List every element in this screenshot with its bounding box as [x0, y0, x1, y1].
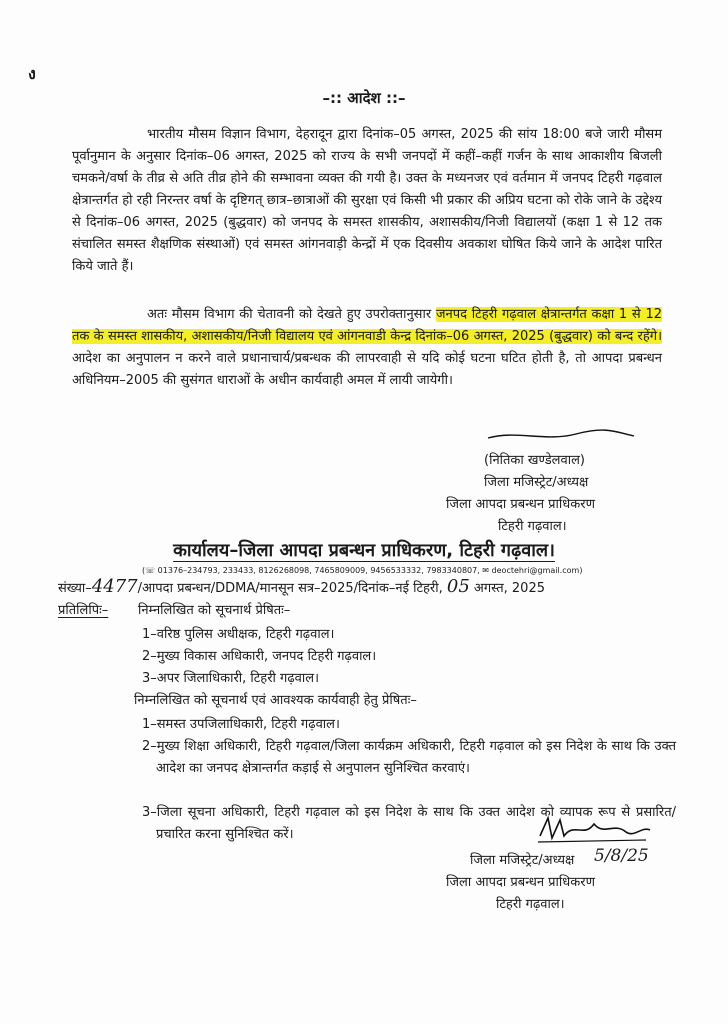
reference-number-handwritten: 4477 — [91, 576, 138, 597]
paragraph-2-intro: अतः मौसम विभाग की चेतावनी को देखते हुए उपरोक्तानुसार — [147, 307, 436, 322]
closing-designation: जिला मजिस्ट्रेट/अध्यक्ष — [470, 853, 575, 868]
info-heading: निम्नलिखित को सूचनार्थ प्रेषितः– — [138, 603, 291, 618]
reference-prefix: संख्या– — [58, 581, 92, 596]
reference-line — [58, 576, 545, 600]
action-item-3: 3–जिला सूचना अधिकारी, टिहरी गढ़वाल को इस निदेश के साथ कि उक्त आदेश को व्यापक रूप से प्रसारित/प्रचारित करना सुनिश्चित करें। — [142, 805, 676, 842]
info-item-3: 3–अपर जिलाधिकारी, टिहरी गढ़वाल। — [142, 671, 320, 686]
order-paragraph-1: भारतीय मौसम विज्ञान विभाग, देहरादून द्वारा दिनांक–05 अगस्त, 2025 की सांय 18:00 बजे जारी मौसम पूर्वानुमान के अनुसार दिनांक–06 अगस्त, 2025 को राज्य के सभी जनपदों में कहीं–कहीं गर्जन के साथ आकाशीय बिजली चमकने/वर्षा के तीव्र से अति तीव्र होने की सम्भावना व्यक्त की गयी है। उक्त के मध्यनजर एवं वर्तमान में जनपद टिहरी गढ़वाल क्षेत्रान्तर्गत हो रही निरन्तर वर्षा के दृष्टिगत् छात्र–छात्राओं की सुरक्षा एवं किसी भी प्रकार की अप्रिय घटना को रोके जाने के उद्देश्य से दिनांक–06 अगस्त, 2025 (बुद्धवार) को जनपद के समस्त शासकीय, अशासकीय/निजी विद्यालयों (कक्षा 1 से 12 तक संचालित समस्त शैक्षणिक संस्थाओं) एवं समस्त आंगनवाड़ी केन्द्रों में एक दिवसीय अवकाश घोषित किये जाने के आदेश पारित किये जाते हैं। — [72, 127, 662, 274]
signatory-name: (नितिका खण्डेलवाल) — [484, 453, 585, 468]
action-item-2: 2–मुख्य शिक्षा अधिकारी, टिहरी गढ़वाल/जिला कार्यक्रम अधिकारी, टिहरी गढ़वाल को इस निदेश के साथ कि उक्त आदेश का जनपद क्षेत्रान्तर्गत कड़ाई से अनुपालन सुनिश्चित करवाएं। — [142, 739, 676, 776]
highlighted-closure-notice: जनपद टिहरी गढ़वाल क्षेत्रान्तर्गत कक्षा 1 से 12 तक के समस्त शासकीय, अशासकीय/निजी विद्यालय एवं आंगनवाडी केन्द्र दिनांक–06 अगस्त, 2025 (बुद्धवार) को बन्द रहेंगे। — [72, 307, 662, 344]
office-heading: कार्यालय–जिला आपदा प्रबन्धन प्राधिकरण, टिहरी गढ़वाल। — [173, 540, 555, 561]
info-item-1: 1–वरिष्ठ पुलिस अधीक्षक, टिहरी गढ़वाल। — [142, 627, 335, 642]
reference-body: /आपदा प्रबन्धन/DDMA/मानसून सत्र–2025/दिनांक–नई टिहरी, — [137, 581, 443, 596]
signatory-district: टिहरी गढ़वाल। — [498, 519, 567, 534]
margin-mark: ง — [28, 64, 36, 83]
reference-date-suffix: अगस्त, 2025 — [473, 581, 545, 596]
closing-authority: जिला आपदा प्रबन्धन प्राधिकरण — [446, 875, 595, 890]
initials-pen-stroke — [534, 812, 654, 846]
paragraph-2-penalty: आदेश का अनुपालन न करने वाले प्रधानाचार्य/प्रबन्धक की लापरवाही से यदि कोई घटना घटित होती है, तो आपदा प्रबन्धन अधिनियम–2005 की सुसंगत धाराओं के अधीन कार्यवाही अमल में लायी जायेगी। — [72, 351, 662, 388]
signatory-designation: जिला मजिस्ट्रेट/अध्यक्ष — [484, 475, 589, 490]
closing-district: टिहरी गढ़वाल। — [496, 897, 565, 912]
info-item-2: 2–मुख्य विकास अधिकारी, जनपद टिहरी गढ़वाल। — [142, 649, 377, 664]
copy-to-label: प्रतिलिपिः– — [58, 603, 109, 618]
order-paragraph-2 — [72, 304, 662, 392]
action-item-1: 1–समस्त उपजिलाधिकारी, टिहरी गढ़वाल। — [142, 717, 340, 732]
action-heading: निम्नलिखित को सूचनार्थ एवं आवश्यक कार्यवाही हेतु प्रेषितः– — [134, 693, 417, 708]
office-contact: (☏ 01376–234793, 233433, 8126268098, 7465809009, 9456533332, 7983340807, ✉ deoctehri@gmail.com) — [142, 566, 583, 575]
handwritten-date: 5/8/25 — [594, 846, 649, 866]
signatory-authority: जिला आपदा प्रबन्धन प्राधिकरण — [446, 497, 595, 512]
reference-day-handwritten: 05 — [446, 576, 470, 597]
order-title: –:: आदेश ::– — [322, 89, 406, 107]
signature-pen-stroke — [486, 428, 636, 444]
